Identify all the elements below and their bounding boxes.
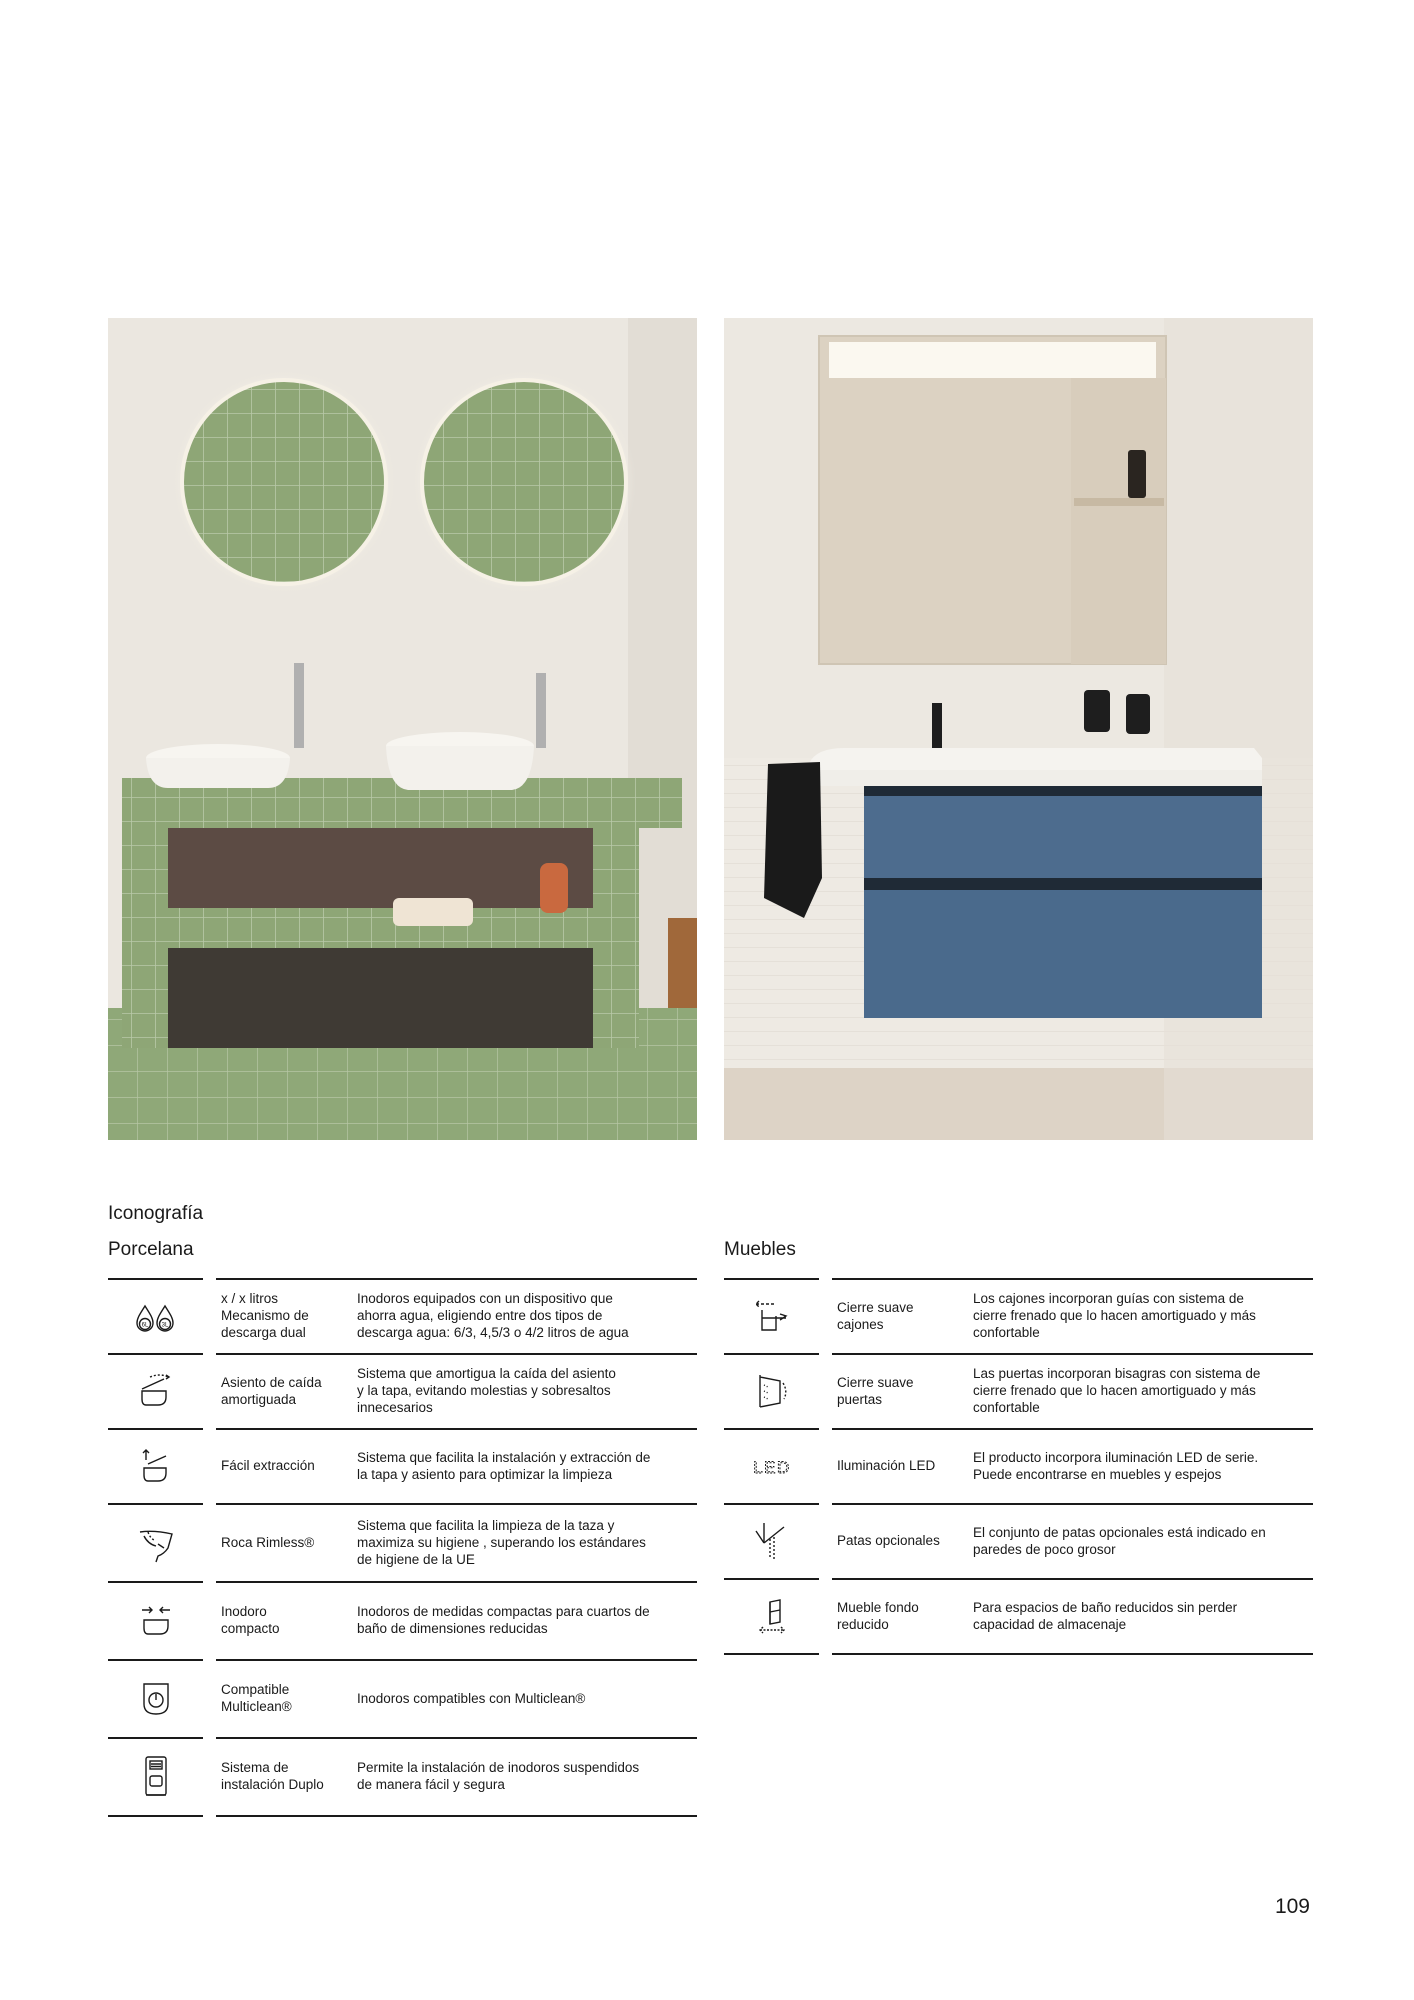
photo-blue-vanity [724,318,1313,1140]
muebles-title: Muebles [724,1239,796,1260]
table-row [724,1278,1313,1353]
feature-description: Inodoros compatibles con Multiclean® [357,1690,586,1706]
compact-toilet-icon [108,1598,203,1642]
soft-close-door-icon [724,1369,819,1413]
table-row [724,1353,1313,1428]
feature-description: Inodoros equipados con un dispositivo que ahorra agua, eligiendo entre dos tipos de descarga agua: 6/3, 4,5/3 o 4/2 litros de agua [357,1291,629,1340]
feature-name: Inodoro compacto [221,1604,280,1636]
table-row [724,1578,1313,1653]
svg-text:3L: 3L [161,1322,168,1328]
multiclean-icon [108,1676,203,1720]
feature-name: Sistema de instalación Duplo [221,1760,324,1792]
section-title: Iconografía [108,1203,204,1224]
feature-description: Los cajones incorporan guías con sistema de cierre frenado que lo hacen amortiguado y más confortable [973,1291,1256,1340]
feature-name: x / x litros Mecanismo de descarga dual [221,1291,309,1340]
feature-name: Fácil extracción [221,1458,315,1473]
table-row [108,1737,697,1815]
table-bottom-rule [108,1815,697,1817]
svg-text:LED: LED [752,1457,791,1477]
table-row [108,1581,697,1659]
feature-name: Cierre suave cajones [837,1299,914,1332]
table-row [108,1428,697,1503]
reduced-depth-icon [724,1594,819,1638]
led-icon [724,1444,819,1488]
optional-legs-icon [724,1519,819,1563]
table-row [108,1659,697,1737]
table-row [108,1278,697,1353]
svg-text:6L: 6L [141,1322,148,1328]
soft-close-seat-icon [108,1369,203,1413]
feature-description: Sistema que amortigua la caída del asiento y la tapa, evitando molestias y sobresaltos innecesarios [357,1366,616,1415]
feature-name: Cierre suave puertas [837,1374,914,1407]
porcelana-table [108,1278,697,1817]
feature-description: Para espacios de baño reducidos sin perder capacidad de almacenaje [973,1599,1238,1632]
feature-name: Compatible Multiclean® [221,1682,292,1714]
rimless-icon [108,1520,203,1564]
table-bottom-rule [724,1653,1313,1655]
feature-description: Inodoros de medidas compactas para cuartos de baño de dimensiones reducidas [357,1604,650,1636]
feature-description: El producto incorpora iluminación LED de serie. Puede encontrarse en muebles y espejos [973,1449,1259,1482]
feature-name: Iluminación LED [837,1458,936,1473]
feature-description: Sistema que facilita la limpieza de la taza y maximiza su higiene , superando los estándares de higiene de la UE [357,1517,646,1567]
photo-green-vanity [108,318,697,1140]
feature-description: Sistema que facilita la instalación y extracción de la tapa y asiento para optimizar la limpieza [357,1449,651,1482]
table-row [724,1503,1313,1578]
feature-description: Permite la instalación de inodoros suspendidos de manera fácil y segura [357,1760,640,1792]
muebles-table [724,1278,1313,1655]
easy-removal-seat-icon [108,1444,203,1488]
feature-description: Las puertas incorporan bisagras con sistema de cierre frenado que lo hacen amortiguado y más confortable [973,1366,1261,1415]
page-number: 109 [1274,1895,1310,1918]
table-row [108,1503,697,1581]
feature-description: El conjunto de patas opcionales está indicado en paredes de poco grosor [973,1524,1266,1557]
dual-flush-drops-icon [108,1294,203,1338]
feature-name: Mueble fondo reducido [837,1599,919,1632]
feature-name: Patas opcionales [837,1533,940,1548]
table-row [108,1353,697,1428]
feature-name: Asiento de caída amortiguada [221,1374,322,1407]
feature-name: Roca Rimless® [221,1534,315,1550]
soft-close-drawer-icon [724,1294,819,1338]
duplo-frame-icon [108,1754,203,1798]
porcelana-title: Porcelana [108,1239,194,1260]
table-row [724,1428,1313,1503]
